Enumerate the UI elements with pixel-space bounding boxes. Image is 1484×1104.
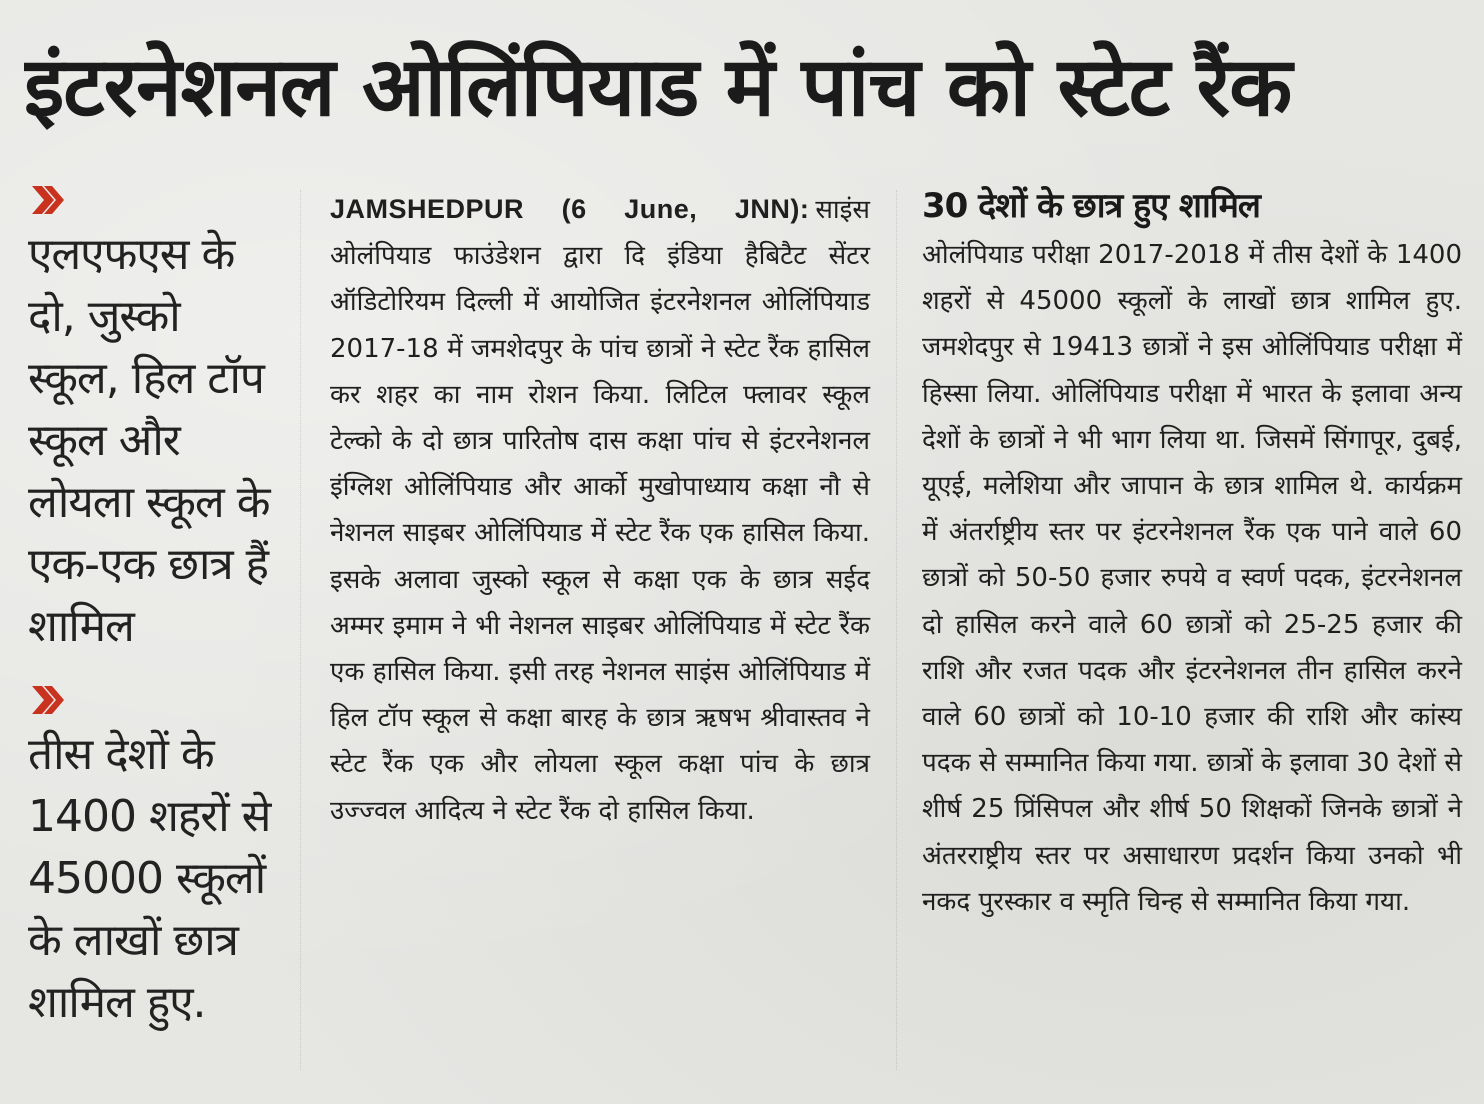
sidebar-highlight-item <box>28 180 278 658</box>
dateline: JAMSHEDPUR (6 June, JNN): <box>330 194 810 224</box>
sidebar-highlight-item <box>28 680 278 1034</box>
headline: इंटरनेशनल ओलिंपियाड में पांच को स्टेट रैंक <box>24 40 1292 135</box>
sidebar-highlights <box>28 180 278 1056</box>
column-divider <box>896 190 897 1070</box>
article-body: साइंस ओलंपियाड फाउंडेशन द्वारा दि इंडिया हैबिटैट सेंटर ऑडिटोरियम दिल्ली में आयोजित इंटरनेशनल ओलिंपियाड 2017-18 में जमशेदपुर के पांच छात्रों ने स्टेट रैंक हासिल कर शहर का नाम रोशन किया. लिटिल फ्लावर स्कूल टेल्को के दो छात्र पारितोष दास कक्षा पांच से इंटरनेशनल इंग्लिश ओलिंपियाड और आर्को मुखोपाध्याय कक्षा नौ से नेशनल साइबर ओलिंपियाड में स्टेट रैंक एक हासिल किया. इसके अलावा जुस्को स्कूल से कक्षा एक के छात्र सईद अम्मर इमाम ने भी नेशनल साइबर ओलिंपियाड में स्टेट रैंक एक हासिल किया. इसी तरह नेशनल साइंस ओलिंपियाड में हिल टॉप स्कूल से कक्षा बारह के छात्र ऋषभ श्रीवास्तव ने स्टेट रैंक एक और लोयला स्कूल कक्षा पांच के छात्र उज्ज्वल आदित्य ने स्टेट रैंक दो हासिल किया. <box>330 195 870 826</box>
column-divider <box>300 190 301 1070</box>
double-chevron-right-icon <box>28 680 68 720</box>
double-chevron-right-icon <box>28 180 68 220</box>
sidebar-highlight-text: तीस देशों के 1400 शहरों से 45000 स्कूलों के लाखों छात्र शामिल हुए. <box>28 729 271 1028</box>
article-column <box>330 186 870 834</box>
section-subhead: 30 देशों के छात्र हुए शामिल <box>922 186 1260 226</box>
section-body: ओलंपियाड परीक्षा 2017-2018 में तीस देशों के 1400 शहरों से 45000 स्कूलों के लाखों छात्र शामिल हुए. जमशेदपुर से 19413 छात्रों ने इस ओलिंपियाड परीक्षा में हिस्सा लिया. ओलिंपियाड परीक्षा में भारत के इलावा अन्य देशों के छात्रों ने भी भाग लिया था. जिसमें सिंगापूर, दुबई, यूएई, मलेशिया और जापान के छात्र शामिल थे. कार्यक्रम में अंतर्राष्ट्रीय स्तर पर इंटरनेशनल रैंक एक पाने वाले 60 छात्रों को 50-50 हजार रुपये व स्वर्ण पदक, इंटरनेशनल दो हासिल करने वाले 60 छात्रों को 25-25 हजार की राशि और रजत पदक और इंटरनेशनल तीन हासिल करने वाले 60 छात्रों को 10-10 हजार की राशि और कांस्य पदक से सम्मानित किया गया. छात्रों के इलावा 30 देशों से शीर्ष 25 प्रिंसिपल और शीर्ष 50 शिक्षकों जिनके छात्रों ने अंतरराष्ट्रीय स्तर पर असाधारण प्रदर्शन किया उनको भी नकद पुरस्कार व स्मृति चिन्ह से सम्मानित किया गया. <box>922 240 1462 917</box>
article-body-paragraph <box>330 186 870 834</box>
sidebar-highlight-text: एलएफएस के दो, जुस्को स्कूल, हिल टॉप स्कूल और लोयला स्कूल के एक-एक छात्र हैं शामिल <box>28 229 270 652</box>
section-column <box>922 186 1462 925</box>
